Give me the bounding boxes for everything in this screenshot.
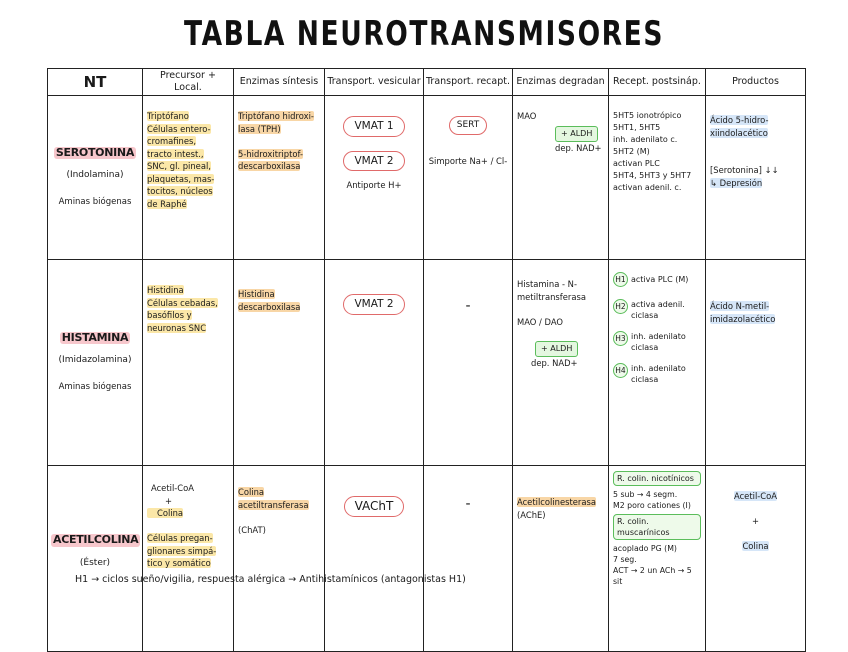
nt-name: SEROTONINA bbox=[55, 145, 135, 159]
precursor-line: Células cebadas, bbox=[147, 297, 218, 308]
degrad-line: MAO / DAO bbox=[517, 316, 564, 327]
receptor-line: 5 sub → 4 segm. bbox=[613, 490, 678, 499]
nt-cell bbox=[48, 466, 143, 652]
aldh-box: + ALDH bbox=[555, 126, 598, 143]
precursor-line: cromafines, bbox=[147, 136, 197, 146]
recapt-cell bbox=[424, 466, 513, 652]
header-cell: NT bbox=[48, 69, 143, 96]
degrad-line: metiltransferasa bbox=[517, 291, 586, 302]
muscarinic-receptor-box: R. colin. muscarínicos bbox=[613, 514, 701, 540]
enzyme-line: Colina bbox=[238, 487, 265, 497]
receptor-id: H4 bbox=[613, 363, 628, 378]
product-line: imidazolacético bbox=[710, 313, 776, 324]
degrad-line: MAO bbox=[517, 111, 537, 121]
product-line: Ácido 5-hidro- bbox=[710, 115, 769, 125]
receptor-line: 5HT1, 5HT5 bbox=[613, 123, 661, 132]
recapt-none: - bbox=[465, 298, 471, 314]
enzyme-line: 5-hidroxitriptof- bbox=[238, 148, 303, 159]
vesicular-transporter: VAChT bbox=[344, 496, 405, 517]
header-row bbox=[48, 69, 806, 96]
enzyme-line: Triptófano hidroxi- bbox=[238, 111, 314, 121]
precursor-line: tocitos, núcleos bbox=[147, 186, 213, 196]
precursor-line: tico y somático bbox=[147, 558, 211, 568]
products-cell bbox=[706, 96, 806, 260]
nt-cell bbox=[48, 260, 143, 466]
degrad-cell bbox=[513, 96, 609, 260]
product-line: Ácido N-metil- bbox=[710, 301, 770, 311]
recapt-none: - bbox=[465, 496, 471, 512]
header-cell: Precursor + Local. bbox=[143, 69, 234, 96]
receptors-cell bbox=[609, 466, 706, 652]
precursor-line: neuronas SNC bbox=[147, 322, 207, 333]
header-cell: Recept. postsináp. bbox=[609, 69, 706, 96]
receptor-text: activa PLC (M) bbox=[631, 275, 689, 284]
degrad-line: Histamina - N- bbox=[517, 279, 577, 289]
receptor-id: H1 bbox=[613, 272, 628, 287]
receptor-line: activan PLC bbox=[613, 159, 660, 168]
nt-class: Aminas biógenas bbox=[58, 196, 132, 207]
degrad-cell bbox=[513, 466, 609, 652]
precursor-line: Células entero- bbox=[147, 123, 211, 134]
precursor-line: de Raphé bbox=[147, 198, 187, 209]
nt-name: HISTAMINA bbox=[61, 330, 129, 344]
header-cell: Productos bbox=[706, 69, 806, 96]
product-line: Colina bbox=[742, 541, 769, 551]
receptor-line: inh. adenilato c. bbox=[613, 135, 678, 144]
product-line: ↳ Depresión bbox=[710, 177, 763, 188]
vesicular-note: Antiporte H+ bbox=[346, 180, 402, 190]
receptor-id: H3 bbox=[613, 331, 628, 346]
precursor-cell bbox=[143, 260, 234, 466]
enzyme-line: acetiltransferasa bbox=[238, 499, 309, 510]
nt-subtype: (Éster) bbox=[79, 557, 111, 568]
receptor-line: 5HT2 (M) bbox=[613, 147, 650, 156]
vesicular-transporter: VMAT 2 bbox=[343, 294, 404, 315]
enzymes-cell bbox=[234, 466, 325, 652]
precursor-line: tracto intest., bbox=[147, 148, 204, 159]
nt-subtype: (Indolamina) bbox=[66, 170, 124, 181]
receptors-cell bbox=[609, 260, 706, 466]
products-cell bbox=[706, 260, 806, 466]
header-cell: Transport. vesicular bbox=[325, 69, 424, 96]
header-cell: Transport. recapt. bbox=[424, 69, 513, 96]
enzymes-cell bbox=[234, 260, 325, 466]
product-line: Acetil-CoA bbox=[734, 491, 777, 501]
recapt-cell bbox=[424, 260, 513, 466]
enzyme-line: Histidina bbox=[238, 289, 275, 299]
degrad-line: dep. NAD+ bbox=[555, 143, 602, 153]
enzyme-line: descarboxilasa bbox=[238, 161, 301, 171]
product-line: xiindolacético bbox=[710, 127, 768, 138]
enzyme-line: (ChAT) bbox=[238, 524, 266, 535]
aldh-box: + ALDH bbox=[535, 341, 578, 358]
precursor-line: Acetil-CoA bbox=[151, 483, 194, 493]
enzyme-line: lasa (TPH) bbox=[238, 123, 281, 134]
header-cell: Enzimas degradan bbox=[513, 69, 609, 96]
recapt-transporter: SERT bbox=[449, 116, 488, 135]
degrad-line: (AChE) bbox=[517, 509, 546, 520]
vesicular-cell bbox=[325, 96, 424, 260]
precursor-line: + bbox=[165, 495, 173, 506]
nt-cell bbox=[48, 96, 143, 260]
nt-class: Aminas biógenas bbox=[58, 381, 132, 392]
precursor-cell bbox=[143, 466, 234, 652]
degrad-cell bbox=[513, 260, 609, 466]
product-line: [Serotonina] ↓↓ bbox=[710, 165, 779, 175]
enzyme-line: descarboxilasa bbox=[238, 301, 301, 312]
precursor-line: glionares simpá- bbox=[147, 545, 217, 556]
degrad-line: dep. NAD+ bbox=[531, 358, 578, 368]
receptor-line: activan adenil. c. bbox=[613, 183, 682, 192]
page-title: TABLA NEUROTRANSMISORES bbox=[184, 14, 664, 54]
receptor-line: 5HT5 ionotrópico bbox=[613, 111, 682, 120]
nt-name: ACETILCOLINA bbox=[53, 533, 139, 546]
receptor-line: 5HT4, 5HT3 y 5HT7 bbox=[613, 171, 692, 180]
receptor-text: inh. adenilato ciclasa bbox=[631, 332, 686, 352]
nt-subtype: (Imidazolamina) bbox=[58, 355, 132, 366]
vesicular-cell bbox=[325, 260, 424, 466]
receptor-id: H2 bbox=[613, 299, 628, 314]
header-cell: Enzimas síntesis bbox=[234, 69, 325, 96]
receptor-text: activa adenil. ciclasa bbox=[631, 300, 685, 320]
table-row-histamina bbox=[48, 260, 806, 466]
nicotinic-receptor-box: R. colin. nicotínicos bbox=[613, 471, 701, 486]
precursor-line: Triptófano bbox=[147, 111, 189, 121]
receptor-line: M2 poro cationes (I) bbox=[613, 501, 691, 510]
recapt-cell bbox=[424, 96, 513, 260]
degrad-line: Acetilcolinesterasa bbox=[517, 497, 596, 507]
precursor-line: Células pregan- bbox=[147, 533, 213, 543]
enzymes-cell bbox=[234, 96, 325, 260]
precursor-line: Colina bbox=[147, 508, 183, 518]
recapt-note: Simporte Na+ / Cl- bbox=[428, 156, 508, 166]
receptor-line: ACT → 2 un ACh → 5 sit bbox=[613, 566, 692, 586]
receptor-text: inh. adenilato ciclasa bbox=[631, 364, 686, 384]
receptor-line: acoplado PG (M) bbox=[613, 544, 677, 553]
vesicular-transporter: VMAT 1 bbox=[343, 116, 404, 137]
precursor-cell bbox=[143, 96, 234, 260]
product-line: + bbox=[751, 516, 760, 526]
neurotransmitter-table bbox=[47, 68, 806, 652]
table-row-acetilcolina bbox=[48, 466, 806, 652]
receptor-line: 7 seg. bbox=[613, 555, 637, 564]
footer-note: H1 → ciclos sueño/vigilia, respuesta alérgica → Antihistamínicos (antagonistas H1) bbox=[75, 574, 466, 585]
receptors-cell bbox=[609, 96, 706, 260]
vesicular-cell bbox=[325, 466, 424, 652]
precursor-line: basófilos y bbox=[147, 310, 192, 320]
products-cell bbox=[706, 466, 806, 652]
precursor-line: plaquetas, mas- bbox=[147, 173, 215, 184]
vesicular-transporter: VMAT 2 bbox=[343, 151, 404, 172]
precursor-line: Histidina bbox=[147, 285, 184, 295]
table-row-serotonina bbox=[48, 96, 806, 260]
precursor-line: SNC, gl. pineal, bbox=[147, 161, 211, 171]
